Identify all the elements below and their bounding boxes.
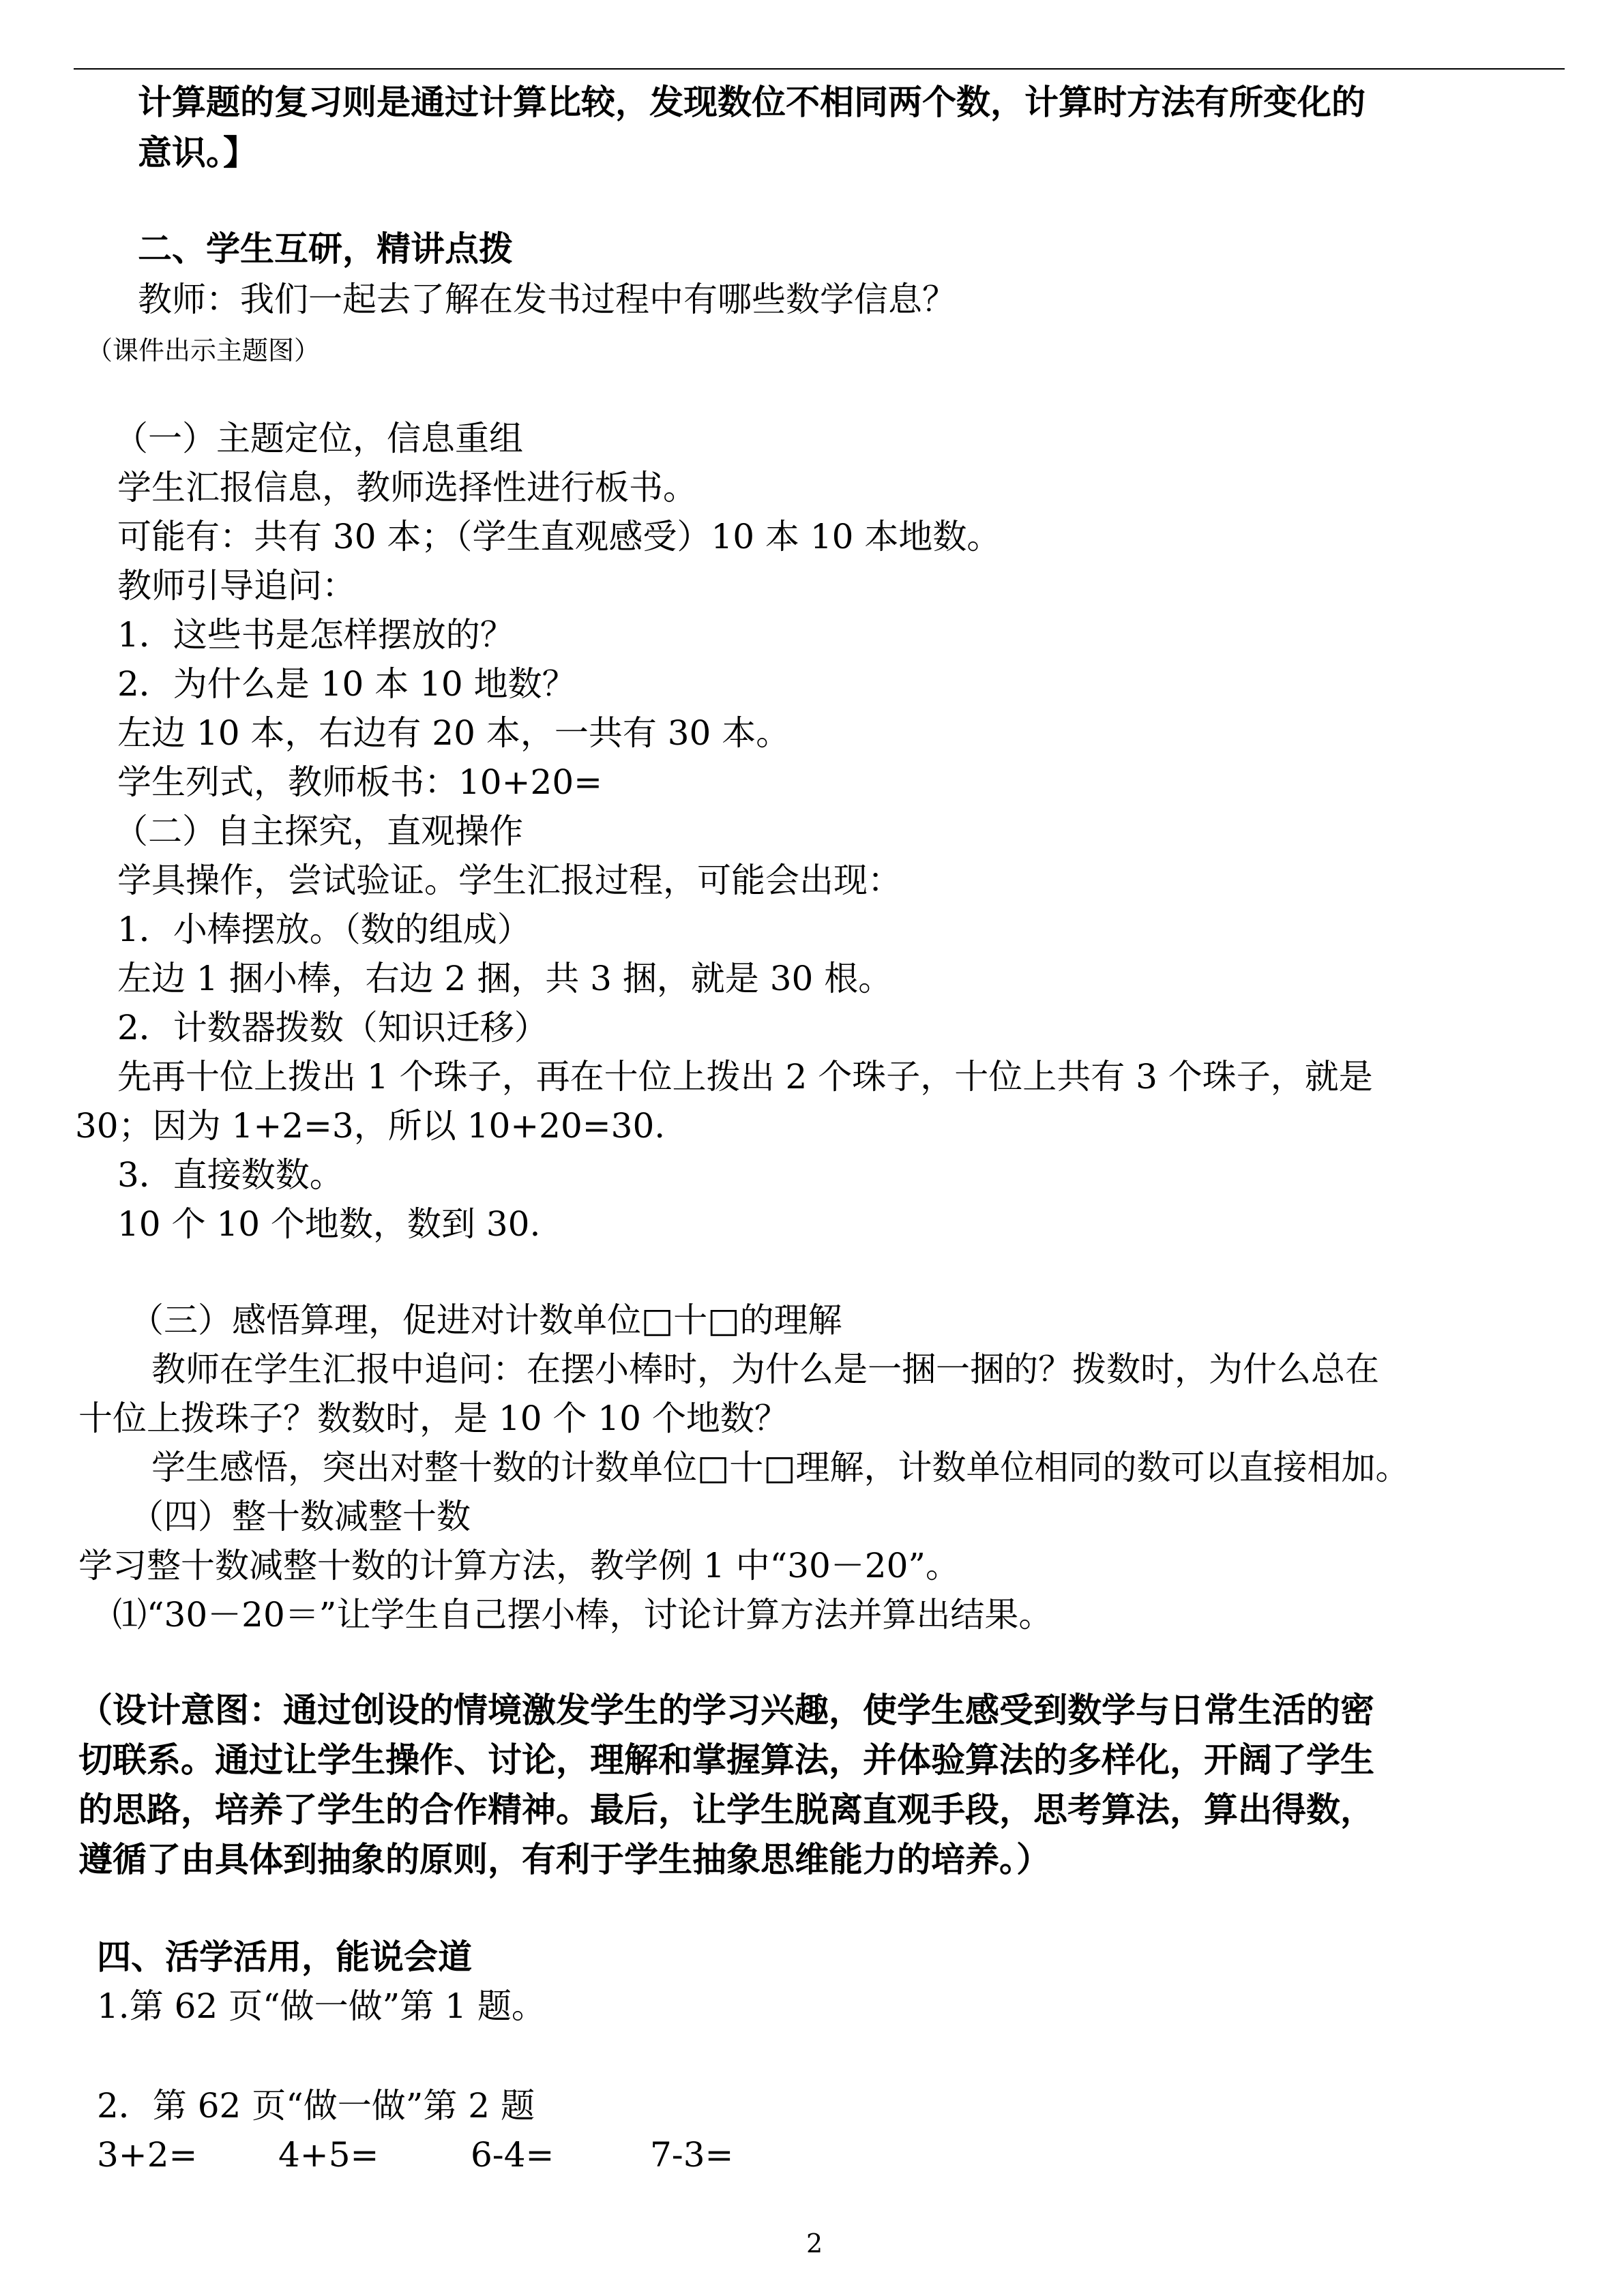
- part-1-line: 2．为什么是 10 本 10 地数？: [117, 664, 576, 704]
- exercise-item: 6-4=: [471, 2135, 555, 2175]
- part-3-line: 教师在学生汇报中追问：在摆小棒时，为什么是一捆一捆的？拨数时，为什么总在: [151, 1350, 1379, 1389]
- section-4-item-2: 2．第 62 页“做一做”第 2 题: [97, 2086, 535, 2126]
- part-3-heading: （三）感悟算理，促进对计数单位□十□的理解: [130, 1300, 842, 1340]
- exercise-item: 4+5=: [278, 2135, 379, 2175]
- part-1-line: 学生汇报信息，教师选择性进行板书。: [117, 468, 697, 507]
- part-3-line: 学生感悟，突出对整十数的计数单位□十□理解，计数单位相同的数可以直接相加。: [151, 1448, 1410, 1487]
- teacher-intro: 教师：我们一起去了解在发书过程中有哪些数学信息？: [138, 280, 956, 319]
- part-2-heading: （二）自主探究，直观操作: [114, 811, 523, 851]
- part-2-line: 先再十位上拨出 1 个珠子，再在十位上拨出 2 个珠子，十位上共有 3 个珠子，就是: [117, 1057, 1373, 1097]
- part-1-line: 左边 10 本，右边有 20 本，一共有 30 本。: [117, 713, 791, 753]
- exercise-item: 3+2=: [97, 2135, 198, 2175]
- part-2-line: 30；因为 1+2=3，所以 10+20=30.: [75, 1106, 666, 1146]
- review-note-line-2: 意识。】: [138, 132, 257, 173]
- part-1-line: 可能有：共有 30 本；（学生直观感受）10 本 10 本地数。: [117, 517, 1001, 556]
- part-4-heading: （四）整十数减整十数: [130, 1497, 471, 1536]
- section-2-heading: 二、学生互研，精讲点拨: [138, 228, 513, 269]
- part-4-line: ⑴“30－20＝”让学生自己摆小棒，讨论计算方法并算出结果。: [113, 1595, 1053, 1635]
- design-intent-line: 的思路，培养了学生的合作精神。最后，让学生脱离直观手段，思考算法，算出得数，: [78, 1789, 1374, 1830]
- part-2-line: 1．小棒摆放。（数的组成）: [117, 910, 531, 949]
- exercise-item: 7-3=: [650, 2135, 734, 2175]
- part-2-line: 学具操作，尝试验证。学生汇报过程，可能会出现：: [117, 861, 902, 900]
- part-2-line: 左边 1 捆小棒，右边 2 捆，共 3 捆，就是 30 根。: [117, 959, 893, 998]
- part-2-line: 3．直接数数。: [117, 1155, 344, 1195]
- part-1-heading: （一）主题定位，信息重组: [114, 419, 523, 458]
- design-intent-line: 切联系。通过让学生操作、讨论，理解和掌握算法，并体验算法的多样化，开阔了学生: [78, 1740, 1374, 1780]
- part-1-line: 学生列式，教师板书：10+20=: [117, 762, 603, 802]
- part-3-line: 十位上拨珠子？数数时，是 10 个 10 个地数？: [78, 1399, 788, 1438]
- part-4-line: 学习整十数减整十数的计算方法，教学例 1 中“30－20”。: [78, 1546, 960, 1585]
- part-2-line: 10 个 10 个地数，数到 30.: [117, 1204, 541, 1244]
- part-1-line: 1．这些书是怎样摆放的？: [117, 615, 514, 655]
- design-intent-line: （设计意图：通过创设的情境激发学生的学习兴趣，使学生感受到数学与日常生活的密: [78, 1690, 1374, 1730]
- design-intent-line: 遵循了由具体到抽象的原则，有利于学生抽象思维能力的培养。）: [78, 1839, 1050, 1879]
- part-2-line: 2．计数器拨数（知识迁移）: [117, 1008, 548, 1047]
- courseware-note: （课件出示主题图）: [87, 336, 321, 366]
- section-4-item-1: 1.第 62 页“做一做”第 1 题。: [97, 1986, 546, 2026]
- header-rule: [74, 68, 1565, 70]
- page-number: 2: [806, 2228, 823, 2258]
- section-4-heading: 四、活学活用，能说会道: [97, 1937, 472, 1977]
- part-1-line: 教师引导追问：: [117, 566, 356, 606]
- review-note-line-1: 计算题的复习则是通过计算比较，发现数位不相同两个数，计算时方法有所变化的: [138, 82, 1365, 122]
